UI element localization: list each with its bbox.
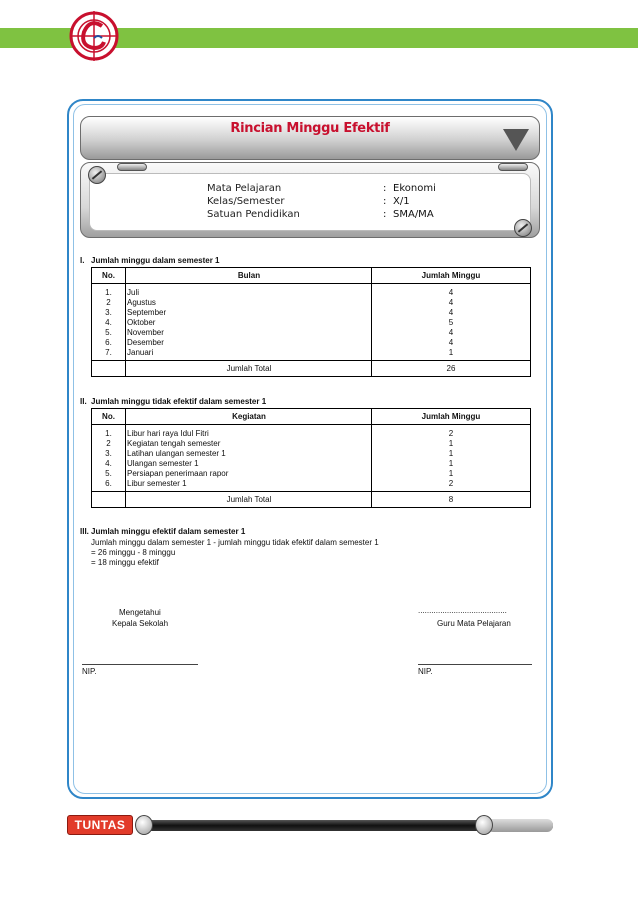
title-plate (80, 116, 540, 160)
plate-tab-left (117, 163, 147, 171)
row-week-count: 2 (448, 479, 454, 488)
sign-right-title: Guru Mata Pelajaran (437, 619, 511, 628)
info-value-class: X/1 (393, 196, 410, 207)
calc-line-2: = 26 minggu - 8 minggu (91, 548, 176, 557)
total-value: 26 (372, 361, 531, 377)
sign-left-title: Kepala Sekolah (112, 619, 169, 628)
row-week-count: 4 (448, 328, 454, 337)
row-week-count: 1 (448, 449, 454, 458)
row-numbers (92, 284, 126, 361)
total-label: Jumlah Total (126, 361, 372, 377)
section3-title: Jumlah minggu efektif dalam semester 1 (91, 527, 246, 536)
col-activity-header: Kegiatan (126, 409, 372, 425)
section1-number: I. (80, 256, 85, 265)
sign-right-nip: NIP. (418, 667, 433, 676)
col-month-header: Bulan (126, 268, 372, 284)
row-no: 3. (105, 449, 112, 458)
sign-left-line (82, 664, 198, 665)
sign-right-dots: ........................................ (418, 606, 507, 615)
info-colon: : (383, 183, 387, 194)
sign-right-line (418, 664, 532, 665)
info-plate (80, 162, 540, 238)
row-weeks (372, 284, 531, 361)
total-blank (92, 361, 126, 377)
row-months (126, 284, 372, 361)
publisher-logo-icon (68, 8, 120, 64)
row-activities (126, 425, 372, 492)
row-activity: Ulangan semester 1 (127, 459, 199, 468)
plate-tab-right (498, 163, 528, 171)
calc-line-3: = 18 minggu efektif (91, 558, 159, 567)
row-no: 7. (105, 348, 112, 357)
row-month: November (127, 328, 164, 337)
info-label-class: Kelas/Semester (207, 196, 285, 207)
row-week-count: 1 (448, 469, 454, 478)
footer-bar (67, 815, 553, 837)
row-no: 2 (106, 439, 111, 448)
col-no-header: No. (92, 409, 126, 425)
row-activity: Persiapan penerimaan rapor (127, 469, 229, 478)
row-month: September (127, 308, 167, 317)
triangle-down-icon (503, 129, 529, 151)
col-no-header: No. (92, 268, 126, 284)
screw-icon (514, 219, 532, 237)
row-activity: Latihan ulangan semester 1 (127, 449, 226, 458)
table-row (92, 284, 531, 361)
row-week-count: 5 (448, 318, 454, 327)
row-activity: Libur hari raya Idul Fitri (127, 429, 209, 438)
row-no: 1. (105, 429, 112, 438)
info-colon: : (383, 209, 387, 220)
section3-number: III. (80, 527, 89, 536)
row-no: 6. (105, 479, 112, 488)
row-month: Januari (127, 348, 154, 357)
total-row (92, 492, 531, 508)
row-week-count: 1 (448, 439, 454, 448)
total-value: 8 (372, 492, 531, 508)
sign-left-caption: Mengetahui (119, 608, 161, 617)
knob-icon (475, 815, 493, 835)
info-colon: : (383, 196, 387, 207)
info-value-subject: Ekonomi (393, 183, 436, 194)
tuntas-badge: TUNTAS (67, 815, 133, 835)
section1-title: Jumlah minggu dalam semester 1 (91, 256, 220, 265)
knob-icon (135, 815, 153, 835)
row-week-count: 4 (448, 288, 454, 297)
row-activity: Libur semester 1 (127, 479, 187, 488)
row-week-count: 4 (448, 338, 454, 347)
row-month: Agustus (127, 298, 156, 307)
info-panel (89, 173, 531, 231)
section2-number: II. (80, 397, 87, 406)
page-title: Rincian Minggu Efektif (230, 121, 390, 136)
row-week-count: 2 (448, 429, 454, 438)
row-no: 6. (105, 338, 112, 347)
section2-title: Jumlah minggu tidak efektif dalam semester 1 (91, 397, 267, 406)
info-label-school: Satuan Pendidikan (207, 209, 300, 220)
row-numbers (92, 425, 126, 492)
row-no: 5. (105, 328, 112, 337)
row-no: 2 (106, 298, 111, 307)
info-value-school: SMA/MA (393, 209, 434, 220)
screw-icon (88, 166, 106, 184)
info-label-subject: Mata Pelajaran (207, 183, 282, 194)
row-week-count: 1 (448, 459, 454, 468)
sign-left-nip: NIP. (82, 667, 97, 676)
col-weeks-header: Jumlah Minggu (372, 268, 531, 284)
row-no: 3. (105, 308, 112, 317)
section1-table (91, 267, 531, 377)
row-week-count: 4 (448, 298, 454, 307)
row-no: 1. (105, 288, 112, 297)
row-week-count: 1 (448, 348, 454, 357)
row-weeks (372, 425, 531, 492)
table-row (92, 425, 531, 492)
row-activity: Kegiatan tengah semester (127, 439, 221, 448)
calc-line-1: Jumlah minggu dalam semester 1 - jumlah minggu tidak efektif dalam semester 1 (91, 538, 379, 547)
section2-table (91, 408, 531, 508)
footer-light-strip (487, 819, 553, 832)
row-month: Juli (127, 288, 140, 297)
total-label: Jumlah Total (126, 492, 372, 508)
total-blank (92, 492, 126, 508)
row-no: 5. (105, 469, 112, 478)
row-month: Oktober (127, 318, 156, 327)
row-no: 4. (105, 318, 112, 327)
row-week-count: 4 (448, 308, 454, 317)
col-weeks-header: Jumlah Minggu (372, 409, 531, 425)
row-month: Desember (127, 338, 164, 347)
row-no: 4. (105, 459, 112, 468)
total-row (92, 361, 531, 377)
